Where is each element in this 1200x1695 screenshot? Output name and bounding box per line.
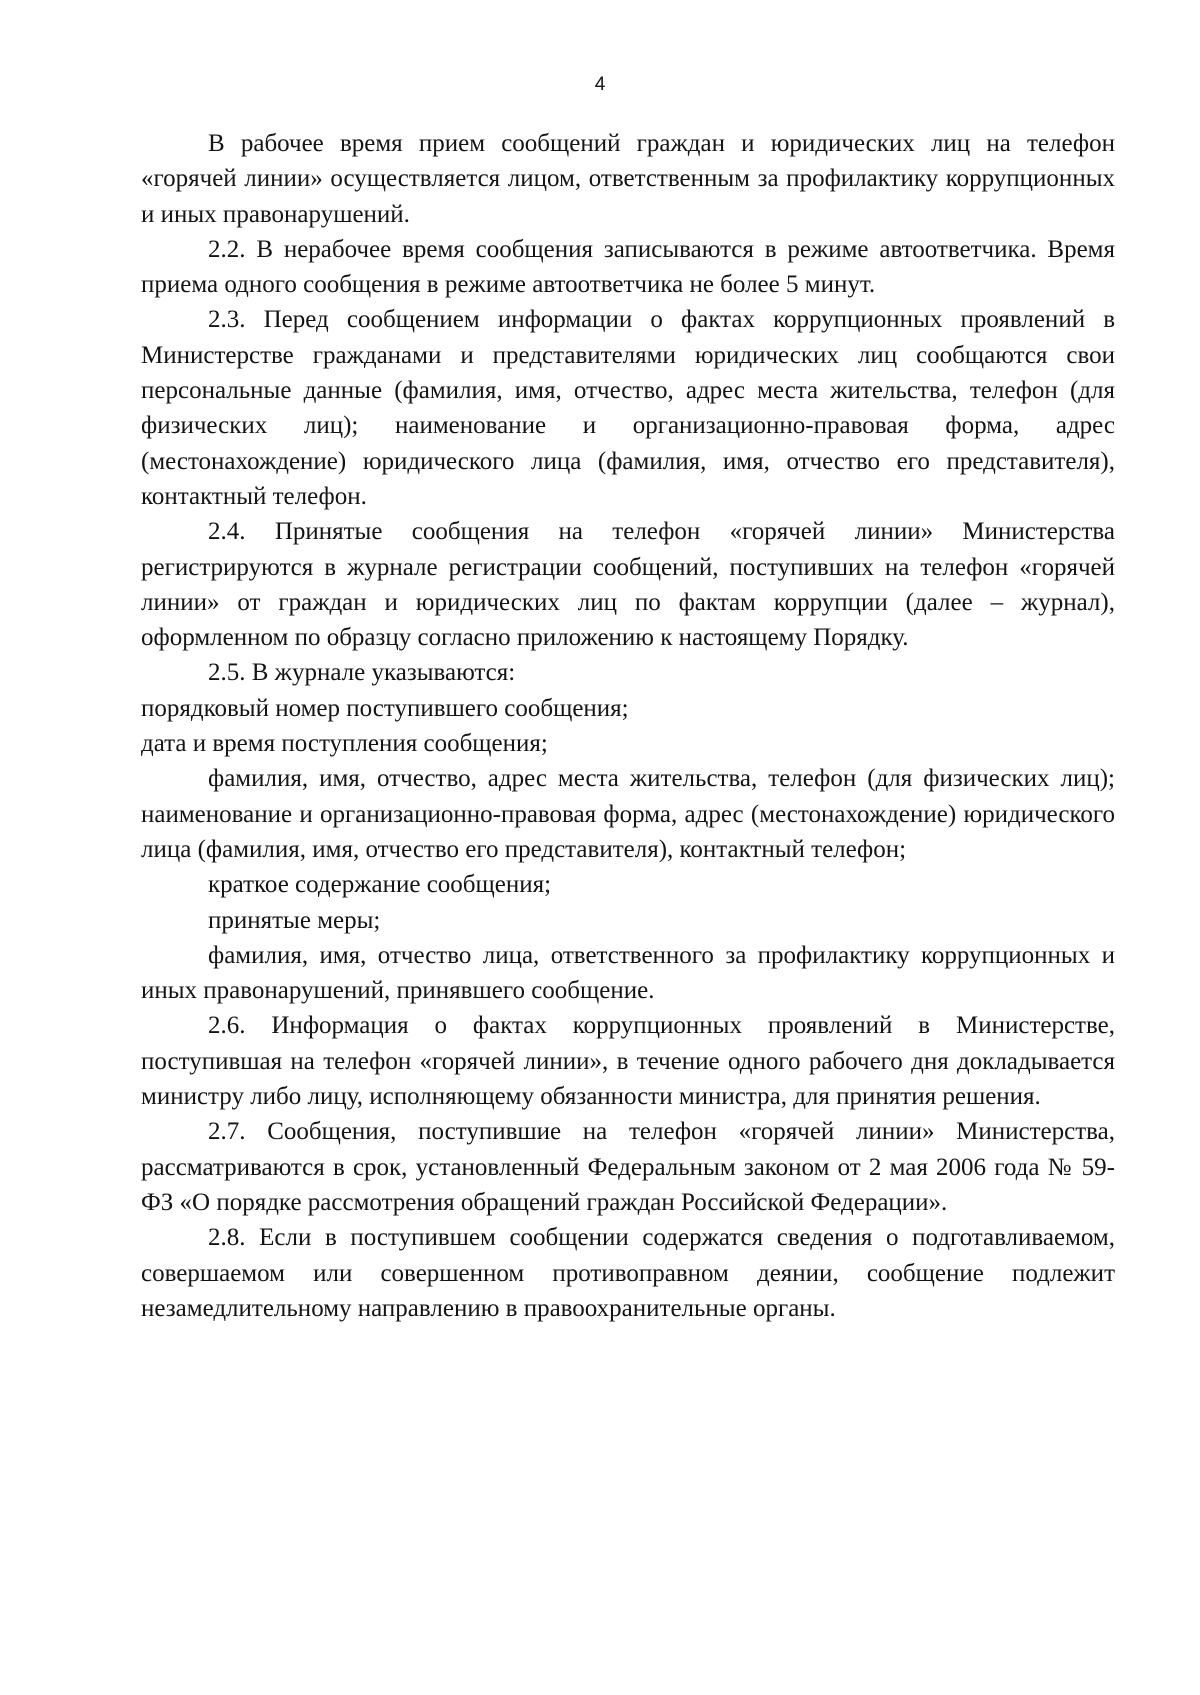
list-item-responsible-person: фамилия, имя, отчество лица, ответственного за профилактику коррупционных и иных правонарушений, принявшего сообщение. <box>141 941 1115 1005</box>
paragraph-2-6: 2.6. Информация о фактах коррупционных проявлений в Министерстве, поступившая на телефон «горячей линии», в течение одного рабочего дня докладывается министру либо лицу, исполняющему обязанности министра, для принятия решения. <box>141 1012 1115 1111</box>
paragraph-hotline-working-hours: В рабочее время прием сообщений граждан и юридических лиц на телефон «горячей линии» осуществляется лицом, ответственным за профилактику коррупционных и иных правонарушений. <box>141 130 1115 228</box>
page-number: 4 <box>594 74 606 95</box>
document-body <box>141 126 1115 1326</box>
list-item-personal-data: фамилия, имя, отчество, адрес места жительства, телефон (для физических лиц); наименование и организационно-правовая форма, адрес (местонахождение) юридического лица (фамилия, имя, отчество его представителя), контактный телефон; <box>141 765 1115 863</box>
paragraph-2-7: 2.7. Сообщения, поступившие на телефон «горячей линии» Министерства, рассматриваются в срок, установленный Федеральным законом от 2 мая 2006 года № 59-ФЗ «О порядке рассмотрения обращений граждан Российской Федерации». <box>141 1118 1115 1216</box>
list-item-summary: краткое содержание сообщения; <box>208 871 552 899</box>
paragraph-2-4: 2.4. Принятые сообщения на телефон «горячей линии» Министерства регистрируются в журнале регистрации сообщений, поступивших на телефон «горячей линии» от граждан и юридических лиц по фактам коррупции (далее – журнал), оформленном по образцу согласно приложению к настоящему Порядку. <box>141 518 1115 652</box>
list-item-serial-number: порядковый номер поступившего сообщения; <box>141 694 629 722</box>
paragraph-2-3: 2.3. Перед сообщением информации о фактах коррупционных проявлений в Министерстве гражданами и представителями юридических лиц сообщаются свои персональные данные (фамилия, имя, отчество, адрес места жительства, телефон (для физических лиц); наименование и организационно-правовая форма, адрес (местонахождение) юридического лица (фамилия, имя, отчество его представителя), контактный телефон. <box>141 306 1115 510</box>
paragraph-2-2: 2.2. В нерабочее время сообщения записываются в режиме автоответчика. Время приема одного сообщения в режиме автоответчика не более 5 минут. <box>141 235 1115 299</box>
paragraph-2-8: 2.8. Если в поступившем сообщении содержатся сведения о подготавливаемом, совершаемом или совершенном противоправном деянии, сообщение подлежит незамедлительному направлению в правоохранительные органы. <box>141 1224 1115 1322</box>
paragraph-2-5: 2.5. В журнале указываются: <box>208 659 516 687</box>
list-item-measures: принятые меры; <box>208 906 381 934</box>
list-item-date-time: дата и время поступления сообщения; <box>141 730 548 758</box>
